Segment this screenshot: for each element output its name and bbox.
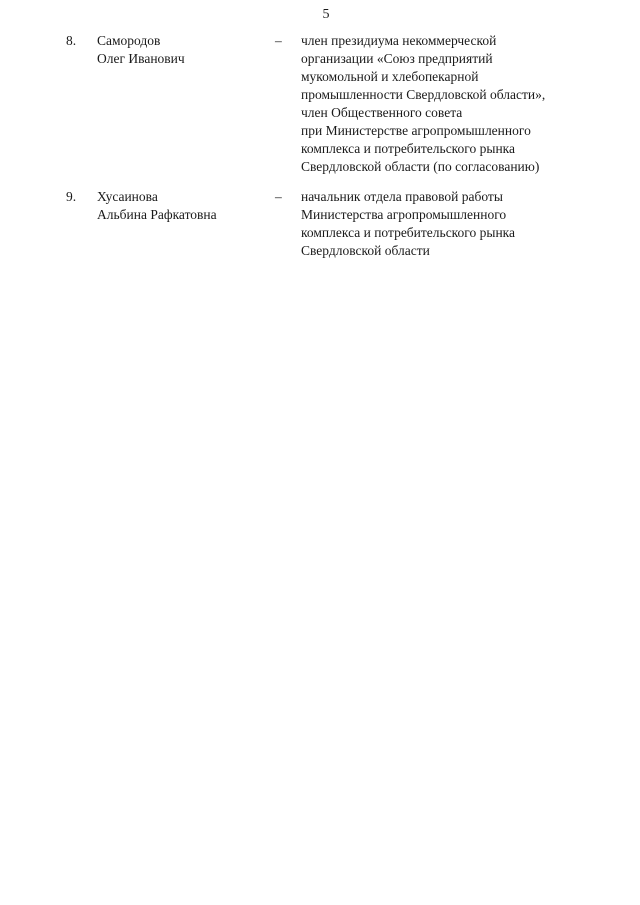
entry-given-names: Альбина Рафкатовна [97, 207, 217, 222]
description-line: при Министерстве агропромышленного [301, 123, 531, 138]
entry-number: 8. [66, 33, 77, 48]
entry-number: 9. [66, 189, 77, 204]
description-line: промышленности Свердловской области», [301, 87, 546, 102]
entry-description [301, 32, 601, 176]
entry-person-name [97, 32, 267, 68]
description-line: Министерства агропромышленного [301, 207, 507, 222]
entry-surname: Хусаинова [97, 189, 158, 204]
entry-dash: – [275, 33, 282, 48]
description-line: Свердловской области [301, 243, 430, 258]
entry-description [301, 188, 601, 260]
description-line: мукомольной и хлебопекарной [301, 69, 479, 84]
description-line: комплекса и потребительского рынка [301, 225, 516, 240]
description-line: член Общественного совета [301, 105, 463, 120]
description-line: Свердловской области (по согласованию) [301, 159, 540, 174]
entry-person-name [97, 188, 267, 224]
entry-given-names: Олег Иванович [97, 51, 185, 66]
page-number: 5 [322, 7, 330, 22]
description-line: комплекса и потребительского рынка [301, 141, 516, 156]
description-line: начальник отдела правовой работы [301, 189, 503, 204]
entry-surname: Самородов [97, 33, 161, 48]
description-line: член президиума некоммерческой [301, 33, 497, 48]
entry-dash: – [275, 189, 282, 204]
description-line: организации «Союз предприятий [301, 51, 493, 66]
